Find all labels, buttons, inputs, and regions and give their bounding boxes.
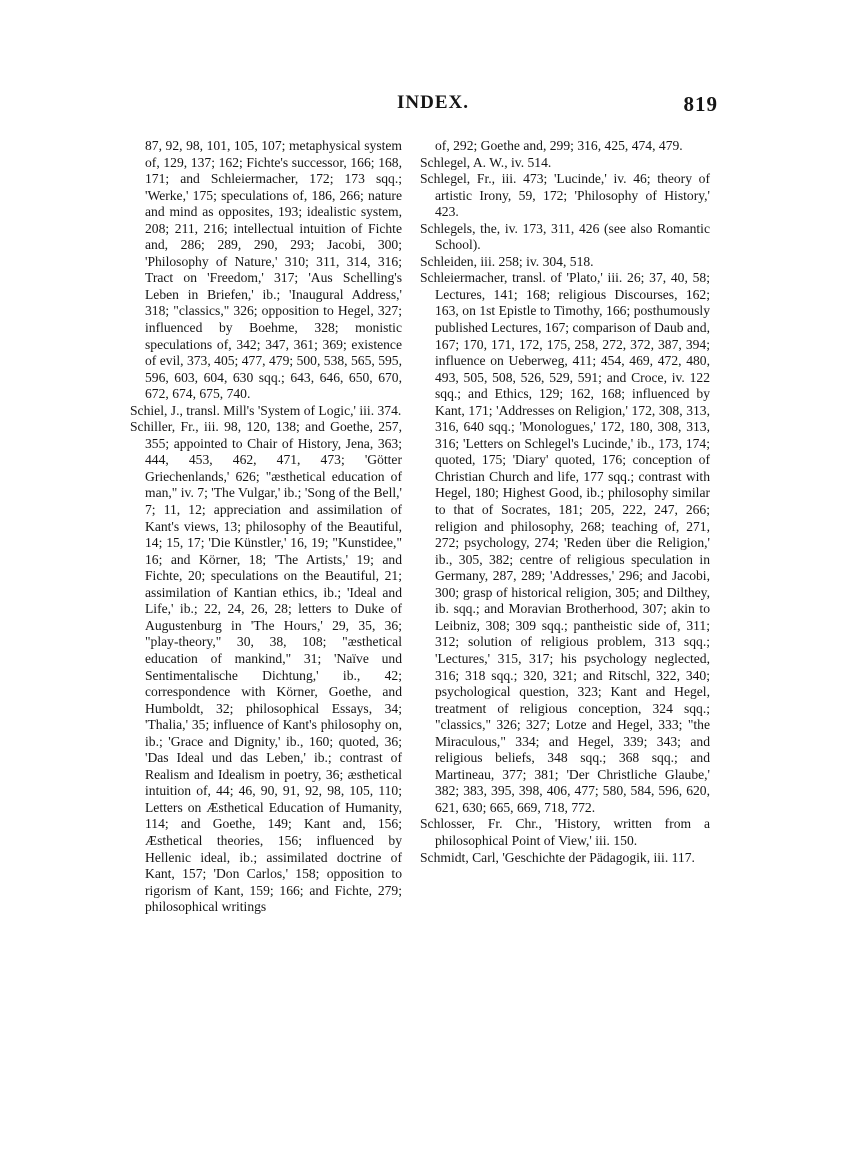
left-column bbox=[130, 138, 402, 916]
index-entry: Schiller, Fr., iii. 98, 120, 138; and Goethe, 257, 355; appointed to Chair of History, Jena, 363; 444, 453, 462, 471, 473; 'Götter Griechenlands,' 626; "æsthetical education of man," iv. 7; 'The Vulgar,' ib.; 'Song of the Bell,' 7; 11, 12; appreciation and assimilation of Kant's views, 13; philosophy of the Beautiful, 14; 15, 17; 'Die Künstler,' 16, 19; "Kunstidee," 16; and Körner, 18; 'The Artists,' 19; and Fichte, 20; speculations on the Beautiful, 21; assimilation of Kantian ethics, ib.; 'Ideal and Life,' ib.; 22, 24, 26, 28; letters to Duke of Augustenburg in 'The Hours,' 29, 35, 36; "play-theory," 30, 38, 108; "æsthetical education of mankind," 31; 'Naïve und Sentimentalische Dichtung,' ib., 42; correspondence with Körner, Goethe, and Humboldt, 32; philosophical Essays, 34; 'Thalia,' 35; influence of Kant's philosophy on, ib.; 'Grace and Dignity,' ib., 160; quoted, 36; 'Das Ideal und das Leben,' ib.; contrast of Realism and Idealism in poetry, 36; æsthetical intuition of, 44; 46, 90, 91, 92, 98, 105, 110; Letters on Æsthetical Education of Humanity, 114; and Goethe, 149; Kant and, 156; Æsthetical theories, 156; influenced by Hellenic ideal, ib.; assimilated doctrine of Kant, 157; 'Don Carlos,' 158; opposition to rigorism of Kant, 159; 166; and Fichte, 279; philosophical writings bbox=[130, 419, 402, 915]
index-entry: Schlosser, Fr. Chr., 'History, written from a philosophical Point of View,' iii. 150. bbox=[420, 816, 710, 848]
index-entry: Schmidt, Carl, 'Geschichte der Pädagogik, iii. 117. bbox=[420, 849, 695, 865]
running-head bbox=[148, 92, 718, 122]
index-entry: Schlegel, A. W., iv. 514. bbox=[420, 154, 552, 170]
index-entry: Schleiermacher, transl. of 'Plato,' iii. 26; 37, 40, 58; Lectures, 141; 168; religious Discourses, 162; 163, on 1st Epistle to Timothy, 166; posthumously published Lectures, 167; comparison of Daub and, 167; 170, 171, 172, 175, 258, 272, 372, 387, 394; influence on Ueberweg, 411; 454, 469, 472, 480, 493, 505, 508, 526, 529, 591; and Croce, iv. 122 sqq.; and Ethics, 129; 162, 168; influenced by Kant, 171; 'Addresses on Religion,' 172, 308, 313, 316, 640 sqq.; 'Monologues,' 172, 180, 308, 313, 316; 'Letters on Schlegel's Lucinde,' ib., 173, 174; quoted, 175; 'Diary' quoted, 176; conception of Christian Church and life, 177 sqq.; contrast with Hegel, 180; Highest Good, ib.; philosophy similar to that of Socrates, 181; 205, 222, 247, 266; religion and philosophy, 268; teaching of, 271, 272; psychology, 274; 'Reden über die Religion,' ib., 305, 382; centre of religious speculation in Germany, 287, 289; 'Addresses,' 296; and Jacobi, 300; grasp of historical religion, 305; and Dilthey, ib. sqq.; and Moravian Brotherhood, 307; akin to Leibniz, 308; 309 sqq.; pantheistic side of, 311; 312; solution of religious problem, 313 sqq.; 'Lectures,' 315, 317; his psychology neglected, 316; 318 sqq.; 320, 321; and Ritschl, 322, 340; psychological question, 323; Kant and Hegel, treatment of religious conception, 324 sqq.; "classics," 326; 327; Lotze and Hegel, 333; "the Miraculous," 334; and Hegel, 339; 343; and religious beliefs, 348 sqq.; 368 sqq.; and Martineau, 377; 381; 'Der Christliche Glaube,' 382; 383, 395, 398, 406, 477; 580, 584, 596, 620, 621, 630; 665, 669, 718, 772. bbox=[420, 270, 710, 815]
index-entry: Schlegels, the, iv. 173, 311, 426 (see also Romantic School). bbox=[420, 220, 710, 253]
running-title: INDEX. bbox=[397, 92, 469, 113]
index-entry: 87, 92, 98, 101, 105, 107; metaphysical system of, 129, 137; 162; Fichte's successor, 166; 168, 171; and Schleiermacher, 172; 173 sqq.; 'Werke,' 175; speculations of, 186, 266; nature and mind as opposites, 193; idealistic system, 208; 211, 216; intellectual intuition of Fichte and, 286; 289, 290, 293; Jacobi, 300; 'Philosophy of Nature,' 310; 311, 314, 316; Tract on 'Freedom,' 317; 'Aus Schelling's Leben in Briefen,' ib.; 'Inaugural Address,' 318; "classics," 326; opposition to Hegel, 327; influenced by Boehme, 328; monistic speculations of, 342; 347, 361; 369; existence of evil, 373, 405; 477, 479; 500, 538, 565, 595, 596, 603, 604, 630 sqq.; 643, 646, 650, 670, 672, 674, 675, 740. bbox=[145, 138, 402, 402]
index-entry: of, 292; Goethe and, 299; 316, 425, 474, 479. bbox=[435, 138, 683, 153]
index-entry: Schleiden, iii. 258; iv. 304, 518. bbox=[420, 253, 594, 269]
page-number: 819 bbox=[683, 92, 718, 116]
right-column bbox=[420, 138, 710, 866]
index-entry: Schiel, J., transl. Mill's 'System of Logic,' iii. 374. bbox=[130, 402, 402, 418]
index-entry: Schlegel, Fr., iii. 473; 'Lucinde,' iv. 46; theory of artistic Irony, 59, 172; 'Philosophy of History,' 423. bbox=[420, 171, 710, 220]
